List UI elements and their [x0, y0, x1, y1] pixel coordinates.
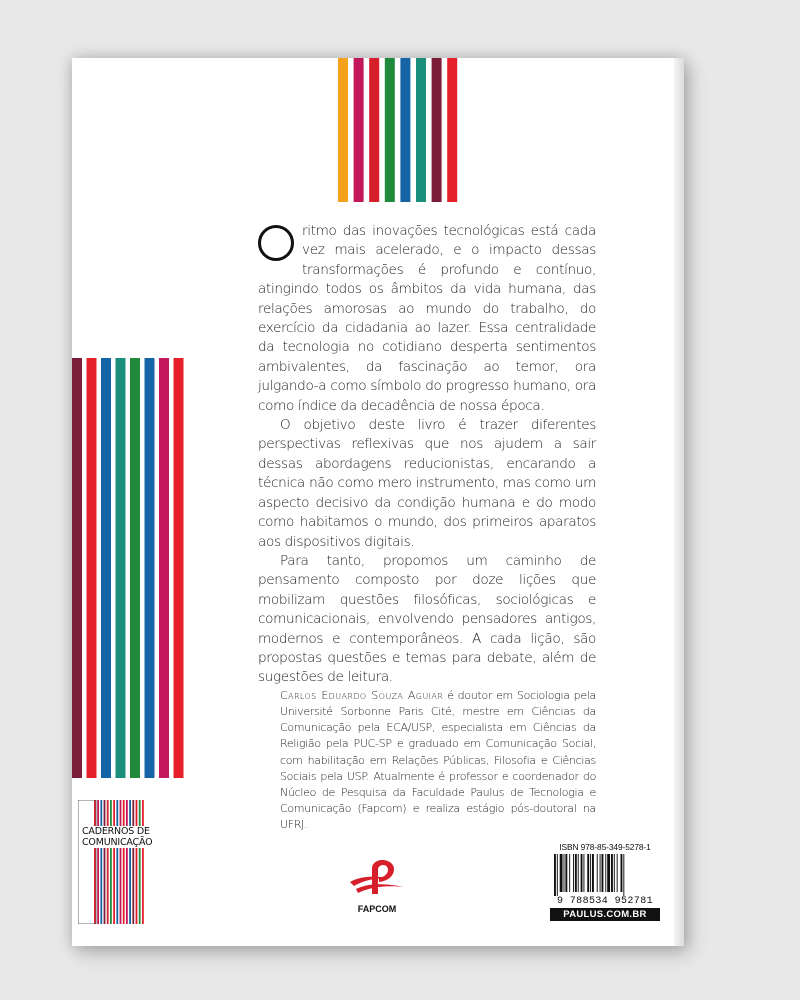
series-stripe-6 [110, 800, 112, 924]
series-stripe-10 [123, 800, 125, 924]
barcode-bar [607, 854, 610, 892]
top-stripe-3 [369, 58, 379, 202]
barcode-bar [557, 854, 558, 896]
series-stripe-3 [100, 800, 102, 924]
barcode-bar [617, 854, 618, 892]
series-stripe-4 [104, 800, 106, 924]
barcode-bar [600, 854, 601, 892]
paulus-swoosh-icon [346, 858, 408, 898]
left-stripe-5 [130, 358, 140, 778]
left-stripe-8 [174, 358, 184, 778]
series-stripe-1 [94, 800, 96, 924]
barcode-bar [581, 854, 583, 892]
author-bio-text: é doutor em Sociologia pela Université Sorbonne Paris Cité, mestre em Ciências da Comunicação pela ECA/USP, especialista em Ciências da Religião pela PUC-SP e graduado em Comunicação Social, com habilitação em Relações Públicas, Filosofia e Ciências Sociais pela USP. Atualmente é professor e coordenador do Núcleo de Pesquisa da Faculdade Paulus de Tecnologia e Comunicação (Fapcom) e realiza estágio pós-doutoral na UFRJ. [280, 688, 596, 832]
series-stripe-8 [116, 800, 118, 924]
synopsis-text [258, 222, 596, 834]
left-stripe-1 [72, 358, 82, 778]
barcode-bar [621, 854, 623, 892]
series-logo-frame [78, 800, 96, 924]
author-bio [258, 688, 596, 834]
book-back-cover [72, 58, 684, 946]
author-name: Carlos Eduardo Souza Aguiar [280, 688, 444, 702]
top-stripe-8 [447, 58, 457, 202]
left-stripe-3 [101, 358, 111, 778]
cover-edge [674, 58, 684, 946]
paragraph-1-text: ritmo das inovações tecnológicas está cada vez mais acelerado, e o impacto dessas transformações é profundo e contínuo, atingindo todos os âmbitos da vida humana, das relações amorosas ao mundo do trabalho, do exercício da cidadania ao lazer. Essa centralidade da tecnologia no cotidiano desperta sentimentos ambivalentes, da fascinação ao temor, ora julgando-a como símbolo do progresso humano, ora como índice da decadência de nossa época. [258, 223, 596, 414]
barcode-bar [578, 854, 579, 892]
left-color-stripes [72, 358, 186, 778]
series-title-line-2: COMUNICAÇÃO [82, 837, 153, 848]
barcode-bar [614, 854, 615, 892]
barcode-bar [554, 854, 556, 896]
barcode-bar [623, 854, 624, 896]
top-stripe-1 [338, 58, 348, 202]
series-stripe-5 [107, 800, 109, 924]
barcode-bar [575, 854, 577, 892]
barcode-digits: 9 788534 952781 [556, 896, 653, 907]
left-stripe-2 [87, 358, 97, 778]
top-color-stripes [338, 58, 462, 202]
publisher-website: PAULUS.COM.BR [550, 908, 660, 921]
isbn-text: ISBN 978-85-349-5278-1 [559, 842, 651, 852]
barcode-bar [560, 854, 563, 892]
barcode-bar [597, 854, 598, 892]
series-stripe-14 [136, 800, 138, 924]
series-stripe-15 [139, 800, 141, 924]
barcode-bar [590, 854, 591, 892]
barcode-block [550, 842, 660, 921]
top-stripe-7 [432, 58, 442, 202]
top-stripe-6 [416, 58, 426, 202]
publisher-name: FAPCOM [357, 904, 397, 914]
publisher-logo [337, 858, 417, 914]
barcode-bar [573, 854, 574, 892]
paragraph-2: O objetivo deste livro é trazer diferentes perspectivas reflexivas que nos ajudem a sair dessas abordagens reducionistas, encarando a técnica não como mero instrumento, mas como um aspecto decisivo da condição humana e do modo como habitamos o mundo, dos primeiros aparatos aos dispositivos digitais. [258, 417, 596, 550]
left-stripe-7 [159, 358, 169, 778]
barcode-bar [583, 854, 584, 892]
barcode-bar [564, 854, 565, 892]
series-stripe-13 [132, 800, 134, 924]
barcode-icon [550, 854, 660, 896]
series-stripe-7 [113, 800, 115, 924]
series-stripe-16 [142, 800, 144, 924]
left-stripe-6 [145, 358, 155, 778]
series-stripe-9 [120, 800, 122, 924]
dropcap-o-circle [258, 225, 294, 261]
barcode-bar [605, 854, 606, 892]
top-stripe-4 [385, 58, 395, 202]
series-title [82, 826, 182, 848]
paragraph-3: Para tanto, propomos um caminho de pensamento composto por doze lições que mobilizam questões filosóficas, sociológicas e comunicacionais, envolvendo pensadores antigos, modernos e contemporâneos. A cada lição, são propostas questões e temas para debate, além de sugestões de leitura. [258, 552, 596, 686]
barcode-bar [565, 854, 567, 892]
series-stripe-12 [129, 800, 131, 924]
barcode-bar [592, 854, 594, 892]
paragraph-1 [258, 222, 596, 416]
barcode-bar [602, 854, 604, 892]
series-logo-stripes [78, 800, 158, 924]
left-stripe-4 [116, 358, 126, 778]
series-stripe-2 [97, 800, 99, 924]
barcode-bar [587, 854, 589, 892]
barcode-bar [569, 854, 570, 892]
series-title-line-1: CADERNOS DE [82, 826, 150, 837]
top-stripe-2 [354, 58, 364, 202]
barcode-bar [611, 854, 613, 892]
top-stripe-5 [400, 58, 410, 202]
series-stripe-11 [126, 800, 128, 924]
